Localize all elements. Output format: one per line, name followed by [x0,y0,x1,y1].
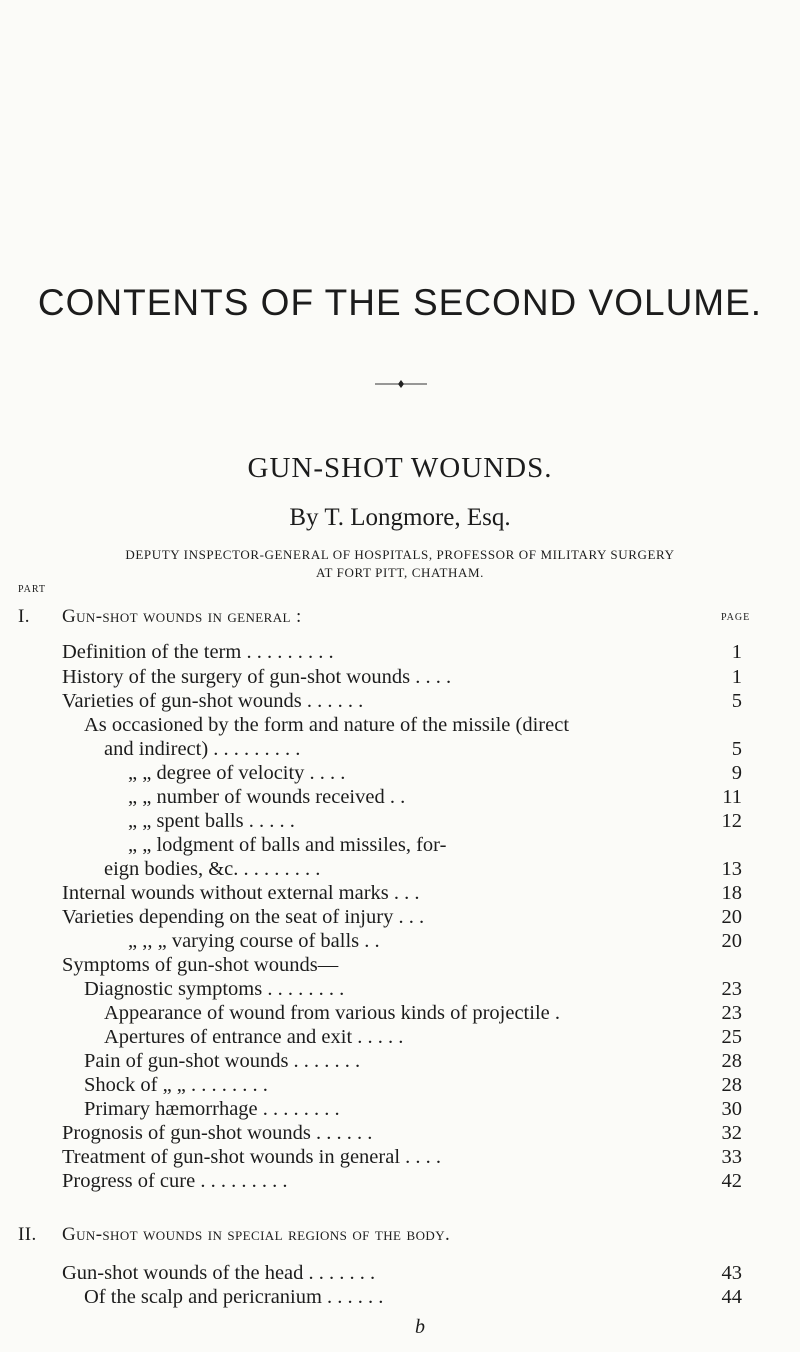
toc-entry [84,714,742,737]
toc-entry [62,1122,742,1145]
toc-page-number: 11 [722,786,742,808]
author-credentials-line: AT FORT PITT, CHATHAM. [315,565,485,580]
toc-entry-text: As occasioned by the form and nature of the missile (direct [84,714,570,736]
toc-entry-text: Of the scalp and pericranium . . . . . . [84,1286,384,1308]
toc-entry-text: Treatment of gun-shot wounds in general . . . . [62,1146,442,1168]
toc-entry-text: Varieties of gun-shot wounds . . . . . . [62,690,364,712]
toc-entry-text: „ „ spent balls . . . . . [128,810,295,832]
part-heading [18,1224,450,1246]
toc-entry-text: Pain of gun-shot wounds . . . . . . . [84,1050,361,1072]
toc-entry [62,1170,742,1193]
toc-entry-text: „ „ number of wounds received . . [128,786,406,808]
toc-page-number: 44 [721,1286,742,1308]
part-heading-text: Gun-shot wounds in general : [62,606,302,627]
toc-page-number: 28 [721,1050,742,1072]
toc-page-number: 43 [721,1262,742,1284]
toc-entry-text: Appearance of wound from various kinds of projectile . [104,1002,560,1024]
toc-entry-text: Definition of the term . . . . . . . . . [62,641,334,663]
toc-entry-text: „ „ lodgment of balls and missiles, for- [128,834,447,856]
toc-entry [104,738,742,761]
toc-entry-text: eign bodies, &c. . . . . . . . . [104,858,321,880]
section-title: GUN-SHOT WOUNDS. [247,452,553,484]
toc-page-number: 23 [721,1002,742,1024]
toc-page-number: 33 [721,1146,742,1168]
author-credentials-line: DEPUTY INSPECTOR-GENERAL OF HOSPITALS, PROFESSOR OF MILITARY SURGERY [125,547,675,562]
toc-entry [104,858,742,881]
toc-entry-text: Gun-shot wounds of the head . . . . . . . [62,1262,376,1284]
part-column-label: PART [18,584,47,595]
toc-entry [128,810,742,833]
toc-entry [84,1050,742,1073]
toc-entry [104,1002,742,1025]
toc-entry [62,1146,742,1169]
toc-page-number: 23 [721,978,742,1000]
toc-page-number: 20 [721,930,742,952]
toc-page-number: 13 [721,858,742,880]
toc-entry-text: History of the surgery of gun-shot wounds . . . . [62,666,452,688]
toc-entry [128,930,742,953]
author-line: By T. Longmore, Esq. [289,504,511,531]
toc-entry [62,690,742,713]
ornament-divider [375,378,427,390]
toc-entry-text: Internal wounds without external marks . . . [62,882,420,904]
author-credentials [0,546,800,582]
toc-page-number: 42 [721,1170,742,1192]
toc-entry [84,1286,742,1309]
toc-entry [84,1074,742,1097]
toc-entry-text: Progress of cure . . . . . . . . . [62,1170,288,1192]
part-heading-text: Gun-shot wounds in special regions of the body. [62,1224,451,1245]
toc-page-number: 5 [731,690,742,712]
toc-entry [84,978,742,1001]
toc-page-number: 5 [731,738,742,760]
toc-entry [62,906,742,929]
toc-entry [128,834,742,857]
toc-page-number: 25 [721,1026,742,1048]
toc-page-number: 32 [721,1122,742,1144]
toc-entry-text: and indirect) . . . . . . . . . [104,738,301,760]
toc-page-number: 1 [731,666,742,688]
page-column-label: PAGE [721,612,751,623]
part-heading [18,606,302,628]
toc-entry-text: Primary hæmorrhage . . . . . . . . [84,1098,340,1120]
toc-entry-text: Apertures of entrance and exit . . . . . [104,1026,404,1048]
signature-mark: b [415,1316,425,1338]
part-numeral: II. [18,1224,37,1245]
part-numeral: I. [18,606,30,627]
toc-page-number: 9 [731,762,742,784]
toc-entry [128,762,742,785]
volume-contents-title: CONTENTS OF THE SECOND VOLUME. [37,282,763,323]
toc-entry-text: „ ,, „ varying course of balls . . [128,930,380,952]
toc-page-number: 18 [721,882,742,904]
toc-entry-text: Shock of „ „ . . . . . . . . [84,1074,268,1096]
toc-entry [62,666,742,689]
toc-page-number: 12 [721,810,742,832]
toc-entry-text: Prognosis of gun-shot wounds . . . . . . [62,1122,373,1144]
toc-entry [128,786,742,809]
toc-entry [84,1098,742,1121]
toc-entry [62,954,742,977]
toc-page-number: 1 [731,641,742,663]
toc-entry [62,1262,742,1285]
toc-entry [62,641,742,664]
toc-entry-text: Symptoms of gun-shot wounds— [62,954,339,976]
toc-entry-text: Diagnostic symptoms . . . . . . . . [84,978,345,1000]
toc-entry-text: „ „ degree of velocity . . . . [128,762,346,784]
toc-page-number: 20 [721,906,742,928]
toc-page-number: 28 [721,1074,742,1096]
toc-entry [62,882,742,905]
toc-page-number: 30 [721,1098,742,1120]
toc-entry-text: Varieties depending on the seat of injury . . . [62,906,425,928]
toc-entry [104,1026,742,1049]
